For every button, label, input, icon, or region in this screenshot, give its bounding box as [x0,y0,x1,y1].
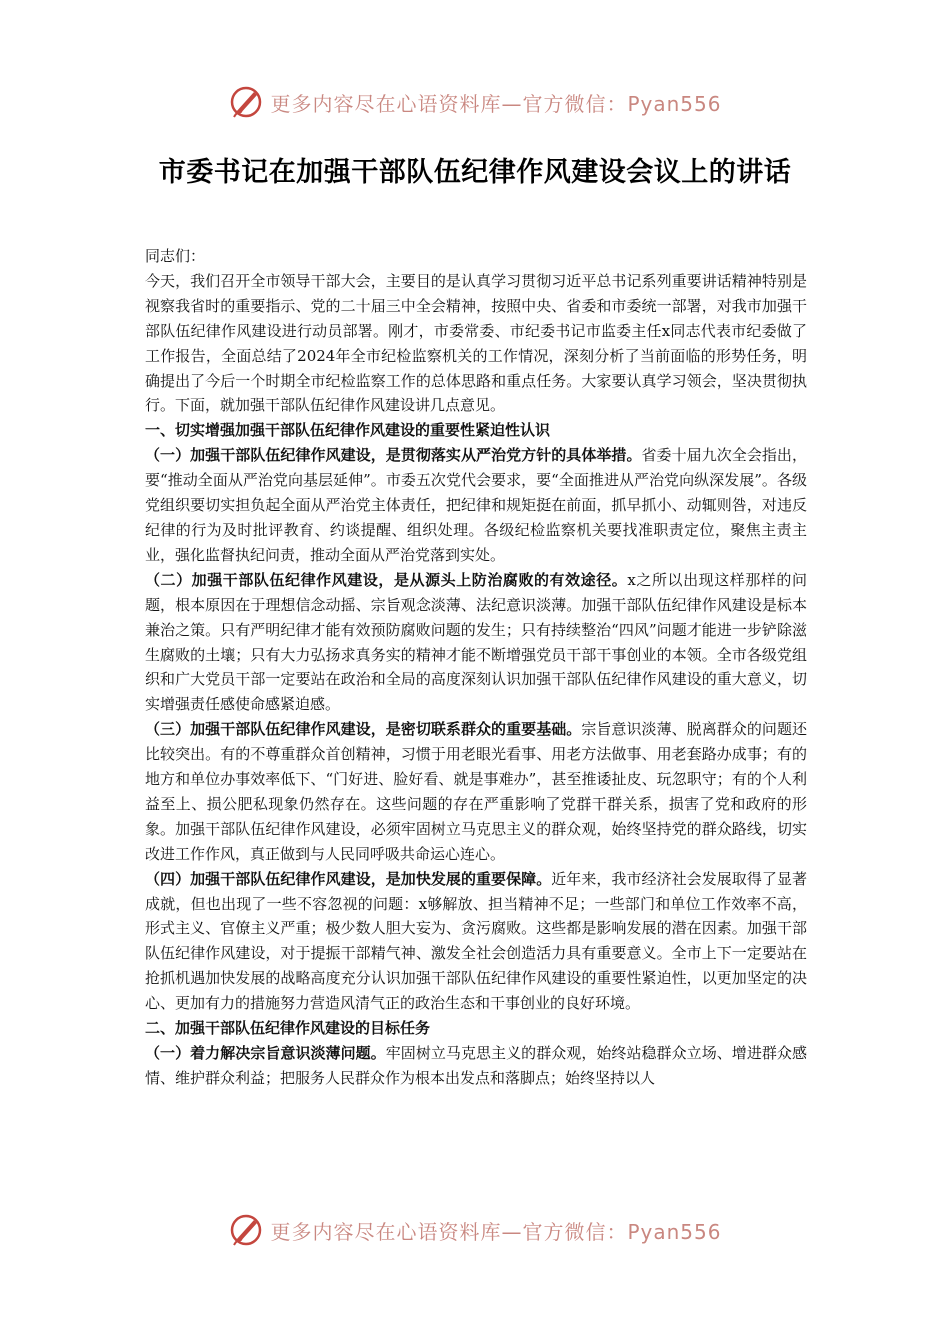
paragraph-lead: （一）加强干部队伍纪律作风建设，是贯彻落实从严治党方针的具体举措。 [145,446,642,465]
watermark-bottom [0,1210,950,1250]
paragraph [145,867,807,1016]
paragraph-lead: （二）加强干部队伍纪律作风建设，是从源头上防治腐败的有效途径。 [145,570,628,589]
intro-paragraph: 今天，我们召开全市领导干部大会，主要目的是认真学习贯彻习近平总书记系列重要讲话精神特别是视察我省时的重要指示、党的二十届三中全会精神，按照中央、省委和市委统一部署，对我市加强干部队伍纪律作风建设进行动员部署。刚才，市委常委、市纪委书记市监委主任x同志代表市纪委做了工作报告，全面总结了2024年全市纪检监察机关的工作情况，深刻分析了当前面临的形势任务，明确提出了今后一个时期全市纪检监察工作的总体思路和重点任务。大家要认真学习领会，坚决贯彻执行。下面，就加强干部队伍纪律作风建设讲几点意见。 [145,271,807,415]
paragraph [145,568,807,717]
section-heading-2: 二、加强干部队伍纪律作风建设的目标任务 [145,1019,431,1038]
paragraph-body: x之所以出现这样那样的问题，根本原因在于理想信念动摇、宗旨观念淡薄、法纪意识淡薄。加强干部队伍纪律作风建设是标本兼治之策。只有严明纪律才能有效预防腐败问题的发生；只有持续整治“四风”问题才能进一步铲除滋生腐败的土壤；只有大力弘扬求真务实的精神才能不断增强党员干部干事创业的本领。全市各级党组织和广大党员干部一定要站在政治和全局的高度深刻认识加强干部队伍纪律作风建设的重大意义，切实增强责任感使命感紧迫感。 [145,570,807,714]
paragraph-body: 省委十届九次全会指出，要“推动全面从严治党向基层延伸”。市委五次党代会要求，要“全面推进从严治党向纵深发展”。各级党组织要切实担负起全面从严治党主体责任，把纪律和规矩挺在前面，抓早抓小、动辄则咎，对违反纪律的行为及时批评教育、约谈提醒、组织处理。各级纪检监察机关要找准职责定位，聚焦主责主业，强化监督执纪问责，推动全面从严治党落到实处。 [145,446,807,564]
watermark-text: 更多内容尽在心语资料库—官方微信：Pyan556 [270,91,722,116]
paragraph [145,1041,807,1091]
paragraph-lead: （三）加强干部队伍纪律作风建设，是密切联系群众的重要基础。 [145,720,582,739]
paragraph-lead: （四）加强干部队伍纪律作风建设，是加快发展的重要保障。 [145,869,552,888]
paragraph [145,717,807,866]
pen-seal-icon [228,84,264,120]
watermark-text: 更多内容尽在心语资料库—官方微信：Pyan556 [270,1219,722,1244]
page-title: 市委书记在加强干部队伍纪律作风建设会议上的讲话 [158,157,792,188]
paragraph [145,443,807,568]
salutation: 同志们： [145,247,206,265]
watermark-top [0,82,950,122]
section-heading-1: 一、切实增强加强干部队伍纪律作风建设的重要性紧迫性认识 [145,421,551,440]
paragraph-lead: （一）着力解决宗旨意识淡薄问题。 [145,1044,386,1062]
paragraph-body: 牢固树立马克思主义的群众观，始终站稳群众立场、增进群众感情、维护群众利益；把服务人民群众作为根本出发点和落脚点；始终坚持以人 [145,1044,807,1087]
paragraph-body: 近年来，我市经济社会发展取得了显著成就，但也出现了一些不容忽视的问题：x够解放、担当精神不足；一些部门和单位工作效率不高，形式主义、官僚主义严重；极少数人胆大妄为、贪污腐败。这些都是影响发展的潜在因素。加强干部队伍纪律作风建设，对于提振干部精气神、激发全社会创造活力具有重要意义。全市上下一定要站在抢抓机遇加快发展的战略高度充分认识加强干部队伍纪律作风建设的重要性紧迫性，以更加坚定的决心、更加有力的措施努力营造风清气正的政治生态和干事创业的良好环境。 [145,869,807,1013]
document-body [145,244,807,1091]
pen-seal-icon [228,1212,264,1248]
paragraph-body: 宗旨意识淡薄、脱离群众的问题还比较突出。有的不尊重群众首创精神，习惯于用老眼光看事、用老方法做事、用老套路办成事；有的地方和单位办事效率低下、“门好进、脸好看、就是事难办”，甚至推诿扯皮、玩忽职守；有的个人利益至上、损公肥私现象仍然存在。这些问题的存在严重影响了党群干群关系，损害了党和政府的形象。加强干部队伍纪律作风建设，必须牢固树立马克思主义的群众观，始终坚持党的群众路线，切实改进工作作风，真正做到与人民同呼吸共命运心连心。 [145,720,807,863]
